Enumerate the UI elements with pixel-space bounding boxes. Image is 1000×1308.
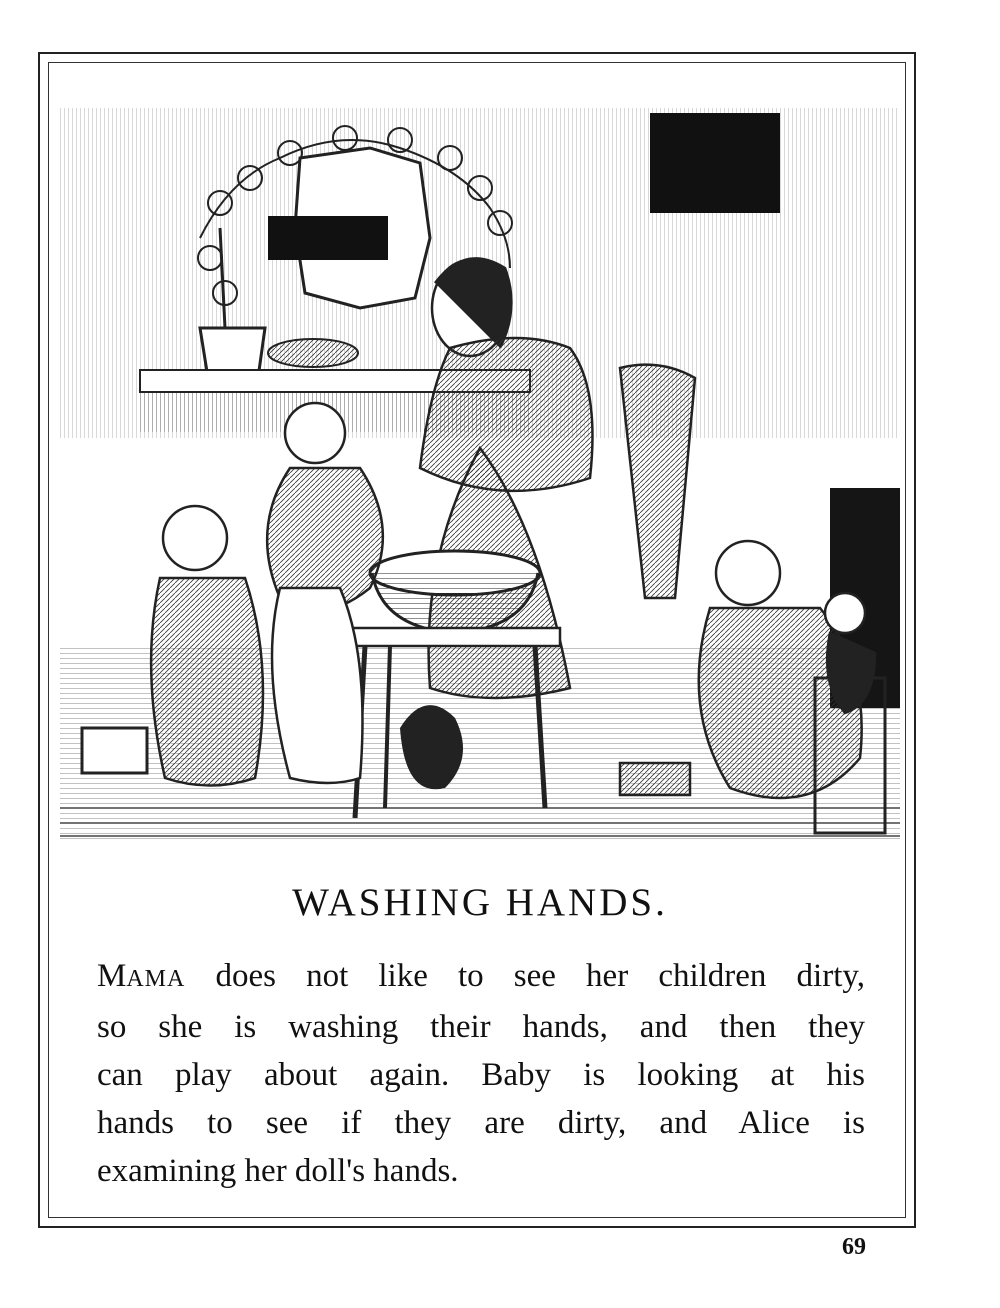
page-number: 69 bbox=[842, 1234, 866, 1260]
body-line-5: examining her doll's hands. bbox=[97, 1153, 459, 1189]
page-title: WASHING HANDS. bbox=[292, 881, 668, 924]
body-paragraph bbox=[97, 952, 865, 1195]
body-line-1-text: does not like to see her children dirty, bbox=[185, 958, 865, 994]
engraving-illustration bbox=[60, 108, 900, 843]
body-line-4: hands to see if they are dirty, and Alice is bbox=[97, 1105, 865, 1141]
body-line-1 bbox=[97, 952, 865, 1003]
body-line-2: so she is washing their hands, and then they bbox=[97, 1009, 865, 1045]
drop-initial: M bbox=[97, 958, 127, 994]
small-caps-word: AMA bbox=[126, 966, 186, 992]
wall-patch bbox=[650, 113, 780, 213]
body-line-3: can play about again. Baby is looking at his bbox=[97, 1057, 865, 1093]
